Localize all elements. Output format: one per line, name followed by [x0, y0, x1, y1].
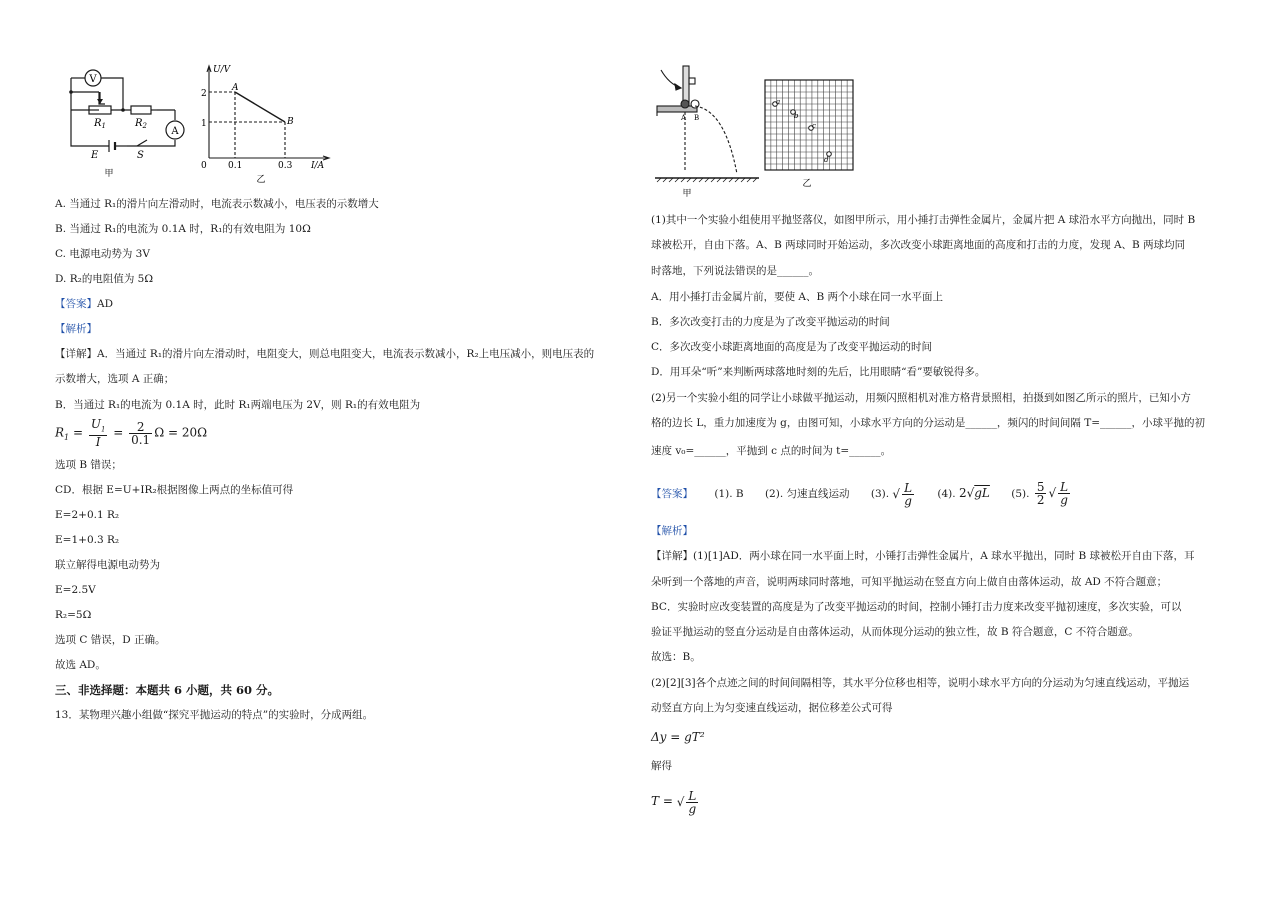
- r1-label: R: [94, 118, 102, 129]
- voltmeter-label: V: [89, 74, 97, 85]
- detail-line-12: 故选 AD。: [55, 659, 106, 671]
- part2-line-1: (2)另一个实验小组的同学让小球做平抛运动，用频闪照相机对准方格背景照相，拍摄到如图乙所示的照片，已知小方: [651, 392, 1191, 404]
- point-a: a: [776, 98, 781, 106]
- u-i-graph: [195, 62, 335, 186]
- option-c: C. 电源电动势为 3V: [55, 248, 150, 260]
- analysis-tag: 【解析】: [55, 323, 97, 335]
- tick-y1: 1: [201, 119, 207, 129]
- answer-5: (5). $\frac{5}{2}$ √ $\frac{L}{g}$: [1011, 480, 1069, 507]
- detail-line-5: 故选：B。: [651, 651, 701, 663]
- part1-line-2: 球被松开，自由下落。A、B 两球同时开始运动，多次改变小球距离地面的高度和打击的力度，发现 A、B 两球均同: [651, 239, 1186, 251]
- detail-line-11: 选项 C 错误，D 正确。: [55, 634, 166, 646]
- circuit-caption: 甲: [104, 169, 114, 179]
- apparatus-caption: 甲: [682, 189, 692, 199]
- option-c: C．多次改变小球距离地面的高度是为了改变平抛运动的时间: [651, 341, 933, 353]
- point-b: b: [794, 112, 799, 120]
- answer-line: [55, 297, 113, 311]
- point-c: c: [812, 122, 816, 130]
- detail-line-4: 验证平抛运动的竖直分运动是自由落体运动，从而体现分运动的独立性，故 B 符合题意，C 不符合题意。: [651, 626, 1139, 638]
- part1-line-3: 时落地，下列说法错误的是______。: [651, 265, 819, 277]
- grid-caption: 乙: [802, 179, 812, 189]
- tick-y2: 2: [201, 89, 207, 99]
- detail-line-2: 示数增大，选项 A 正确；: [55, 373, 175, 385]
- detail-line-5: CD．根据 E=U+IR₂根据图像上两点的坐标值可得: [55, 484, 294, 496]
- section-title: 三、非选择题：本题共 6 小题，共 60 分。: [55, 683, 280, 697]
- answer-3: (3). √ $\frac{L}{g}$: [870, 480, 913, 508]
- detail-line-1: 【详解】A．当通过 R₁的滑片向左滑动时，电阻变大，则总电阻变大，电流表示数减小，R₂上电压减小，则电压表的: [55, 348, 595, 360]
- tick-x1: 0.1: [228, 161, 243, 171]
- question-13: 13．某物理兴趣小组做“探究平抛运动的特点”的实验时，分成两组。: [55, 709, 374, 721]
- part1-line-1: (1)其中一个实验小组使用平抛竖落仪，如图甲所示，用小捶打击弹性金属片，金属片把 A 球沿水平方向抛出，同时 B: [651, 214, 1196, 226]
- apparatus-diagram: [655, 62, 765, 200]
- equation-r1: $R_1$ = $\frac{U_1}{I}$ = $\frac{2}{0.1}$ Ω = 20Ω: [55, 417, 208, 450]
- detail-line-1: 【详解】(1)[1]AD．两小球在同一水平面上时，小锤打击弹性金属片，A 球水平抛出，同时 B 球被松开自由下落，耳: [651, 550, 1195, 562]
- detail-line-4: 选项 B 错误；: [55, 459, 122, 471]
- tick-x2: 0.3: [278, 161, 293, 171]
- s-label: S: [137, 150, 144, 161]
- ammeter-label: A: [171, 126, 179, 137]
- option-d: D．用耳朵“听”来判断两球落地时刻的先后，比用眼睛“看”要敏锐得多。: [651, 366, 986, 378]
- detail-line-6: E=2+0.1 R₂: [55, 509, 120, 521]
- graph-xlabel: I/A: [311, 161, 325, 171]
- detail-line-8: 联立解得电源电动势为: [55, 559, 160, 571]
- r2-label: R: [135, 118, 143, 129]
- detail-line-6: (2)[2][3]各个点迹之间的时间间隔相等，其水平分位移也相等，说明小球水平方向的分运动为匀速直线运动，平抛运: [651, 677, 1190, 689]
- detail-line-3: BC．实验时应改变装置的高度是为了改变平抛运动的时间，控制小锤打击力度来改变平抛初速度，多次实验，可以: [651, 601, 1182, 613]
- left-column: [55, 0, 655, 904]
- answer-row: [651, 478, 1090, 509]
- answer-tag: 【答案】: [55, 298, 97, 310]
- part2-line-2: 格的边长 L，重力加速度为 g，由图可知，小球水平方向的分运动是______，频闪的时间间隔 T=______，小球平抛的初: [651, 417, 1206, 429]
- ball-a-label: A: [681, 114, 687, 122]
- detail-line-7: E=1+0.3 R₂: [55, 534, 120, 546]
- point-b-label: B: [287, 117, 294, 127]
- option-a: A. 当通过 R₁的滑片向左滑动时，电流表示数减小，电压表的示数增大: [55, 198, 379, 210]
- detail-line-9: E=2.5V: [55, 584, 96, 596]
- part2-line-3: 速度 v₀=______，平抛到 c 点的时间为 t=______。: [651, 445, 892, 457]
- circuit-diagram: [65, 62, 190, 180]
- answer-tag: 【答案】: [651, 487, 693, 500]
- svg-text:R2: $R_2$: [135, 118, 147, 130]
- equation-dy: Δy = gT²: [651, 730, 705, 744]
- analysis-tag: 【解析】: [651, 525, 693, 537]
- right-column: [651, 0, 1251, 904]
- detail-line-2: 朵听到一个落地的声音，说明两球同时落地，可知平抛运动在竖直方向上做自由落体运动，故 AD 不符合题意；: [651, 576, 1168, 588]
- option-d: D. R₂的电阻值为 5Ω: [55, 273, 154, 285]
- detail-line-8: 解得: [651, 760, 672, 772]
- answer-4: (4). 2√gL: [937, 486, 990, 500]
- answer-2: (2). 匀速直线运动: [764, 487, 850, 500]
- option-b: B．多次改变打击的力度是为了改变平抛运动的时间: [651, 316, 890, 328]
- equation-t: T = √ $\frac{L}{g}$: [651, 788, 697, 816]
- ball-b-label: B: [694, 114, 700, 122]
- grid-photo: [763, 78, 861, 190]
- detail-line-10: R₂=5Ω: [55, 609, 92, 621]
- point-d: d: [824, 156, 829, 164]
- detail-line-7: 动竖直方向上为匀变速直线运动，据位移差公式可得: [651, 702, 893, 714]
- tick-x0: 0: [201, 161, 207, 171]
- answer-value: AD: [97, 298, 114, 310]
- point-a-label: A: [232, 83, 239, 93]
- detail-line-3: B．当通过 R₁的电流为 0.1A 时，此时 R₁两端电压为 2V，则 R₁的有效电阻为: [55, 399, 421, 411]
- graph-caption: 乙: [256, 175, 266, 185]
- option-b: B. 当通过 R₁的电流为 0.1A 时，R₁的有效电阻为 10Ω: [55, 223, 311, 235]
- answer-1: (1). B: [714, 487, 744, 500]
- svg-text:R1: $R_1$: [94, 118, 106, 130]
- option-a: A．用小捶打击金属片前，要使 A、B 两个小球在同一水平面上: [651, 291, 944, 303]
- graph-ylabel: U/V: [213, 65, 231, 75]
- e-label: E: [91, 150, 99, 161]
